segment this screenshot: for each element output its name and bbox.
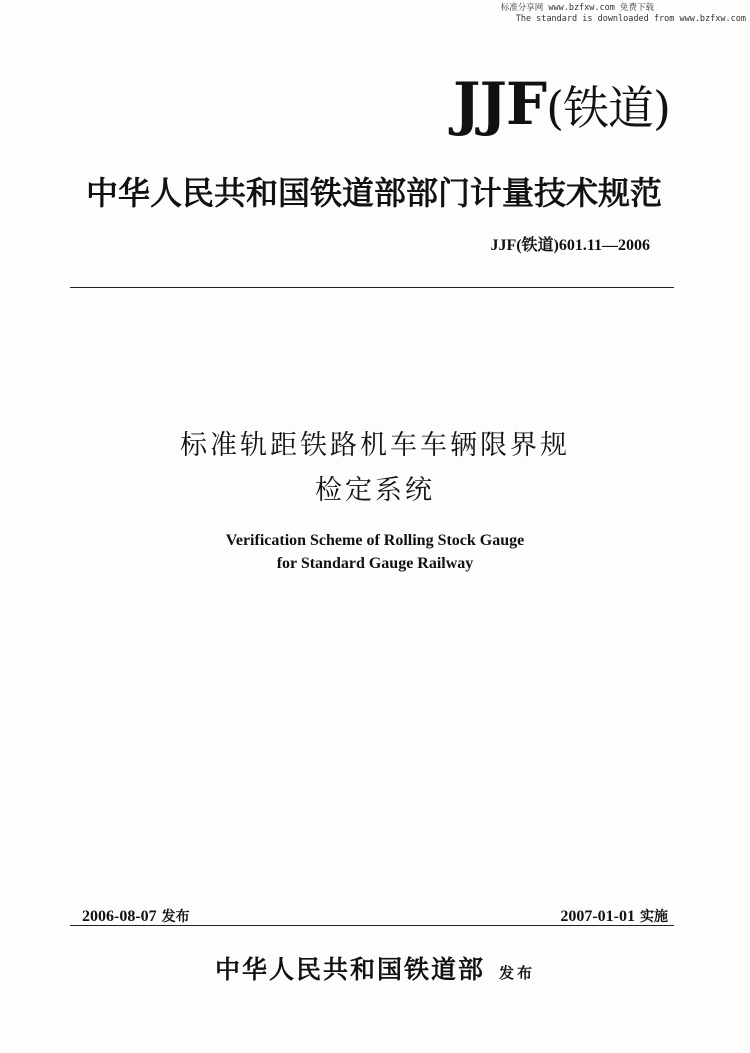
watermark-line-2: The standard is downloaded from www.bzfxw.com xyxy=(515,14,746,24)
title-zh-line-2: 检定系统 xyxy=(315,475,435,506)
code-latin: JJF xyxy=(453,70,547,138)
issue-date xyxy=(82,906,190,926)
publisher-name: 中华人民共和国铁道部 xyxy=(214,955,485,984)
title-zh-line-1: 标准轨距铁路机车车辆限界规 xyxy=(180,430,570,461)
impl-date-value: 2007-01-01 xyxy=(560,908,635,925)
code-paren: (铁道) xyxy=(546,81,670,135)
implementation-date xyxy=(560,906,668,926)
issue-date-value: 2006-08-07 xyxy=(82,908,157,925)
standard-code-logo xyxy=(453,70,670,138)
title-en-line-1: Verification Scheme of Rolling Stock Gauge xyxy=(225,532,525,549)
title-en-line-2: for Standard Gauge Railway xyxy=(276,555,474,572)
bottom-divider xyxy=(70,925,674,926)
issue-label: 发布 xyxy=(161,909,190,925)
publisher-action: 发布 xyxy=(499,964,536,982)
impl-label: 实施 xyxy=(640,909,668,925)
organization-title: 中华人民共和国铁道部部门计量技术规范 xyxy=(85,174,662,212)
watermark-line-1: 标准分享网 www.bzfxw.com 免费下载 xyxy=(500,3,654,13)
top-divider xyxy=(70,287,674,288)
publisher xyxy=(0,950,750,986)
standard-number: JJF(铁道)601.11—2006 xyxy=(490,237,650,254)
